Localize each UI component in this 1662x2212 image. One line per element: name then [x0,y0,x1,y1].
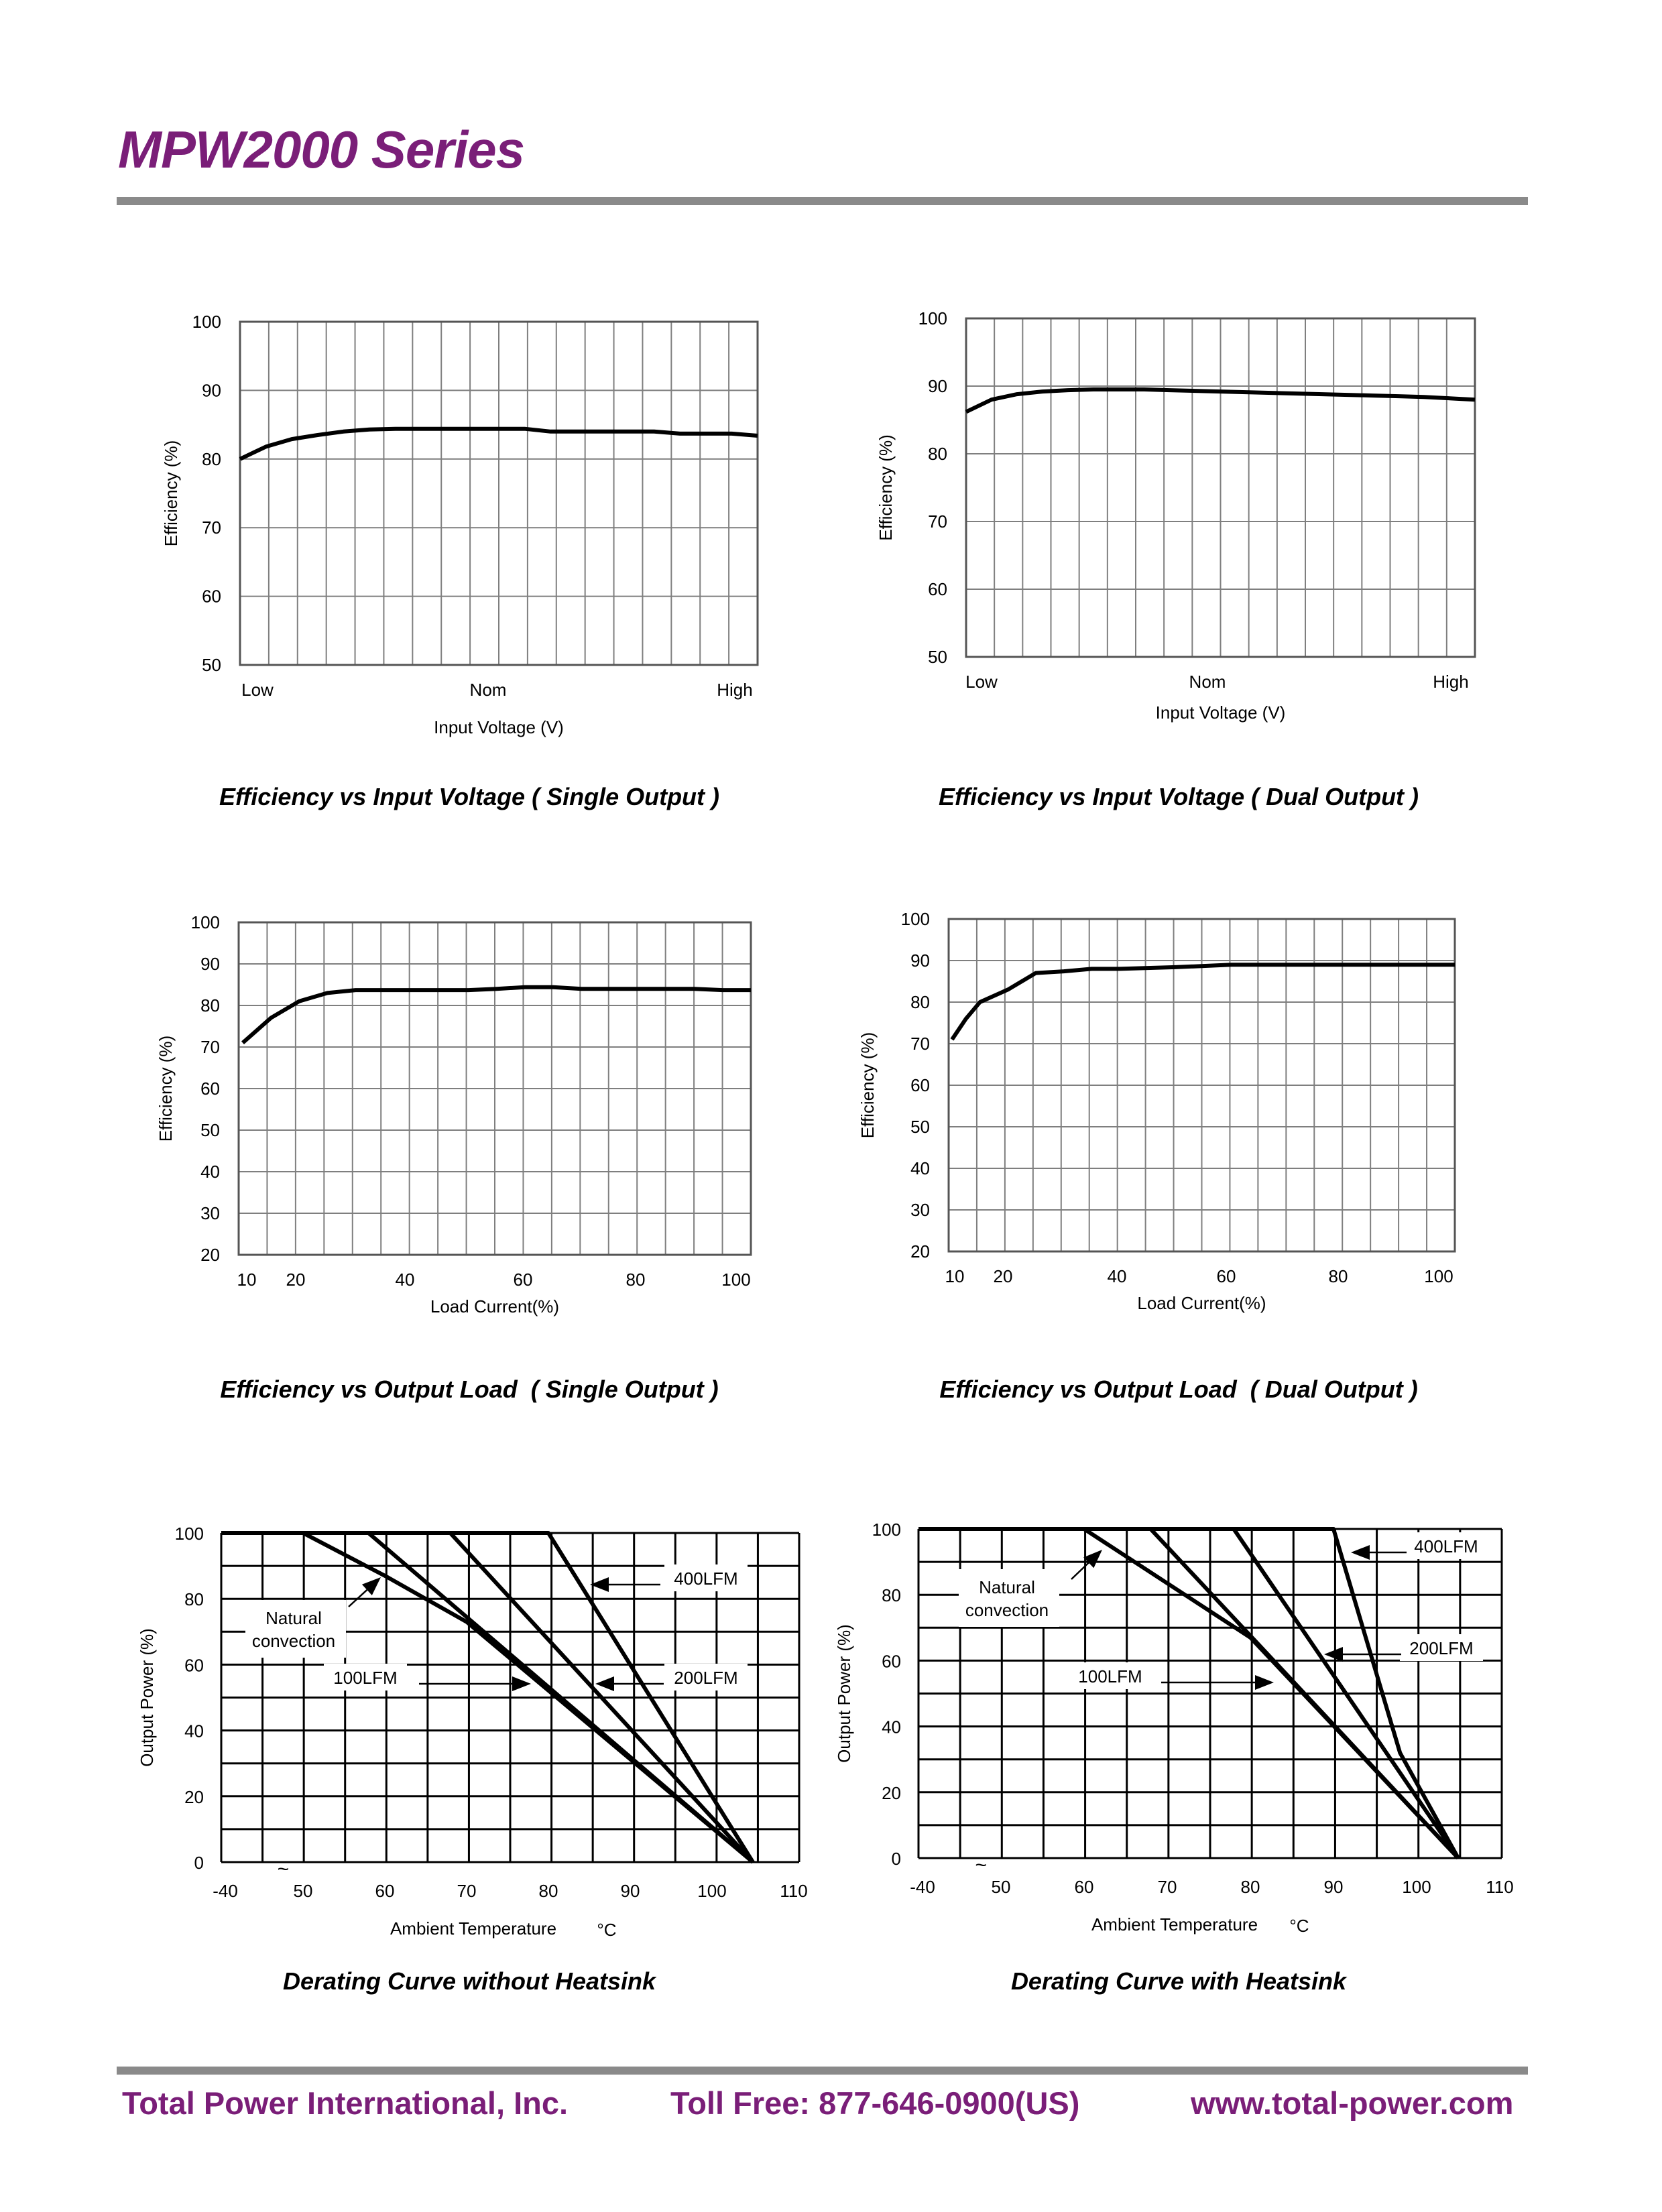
y-tick-label: 100 [174,1524,204,1544]
y-tick-label: 30 [910,1200,930,1220]
y-axis-label: Output Power (%) [834,1624,854,1763]
footer-company: Total Power International, Inc. [122,2085,569,2121]
caption-eff-load-dual: Efficiency vs Output Load ( Dual Output ) [939,1375,1418,1403]
x-tick-label: 50 [991,1877,1011,1897]
x-tick-label: 50 [293,1881,313,1901]
label-natural-convection: convection [251,1631,336,1651]
x-tick-label: 60 [375,1881,395,1901]
y-tick-label: 90 [928,376,947,396]
x-tick-label: 40 [395,1270,415,1290]
y-axis-label: Efficiency (%) [876,434,896,541]
y-tick-label: 40 [882,1717,901,1737]
x-axis-label: Input Voltage (V) [434,717,564,737]
arrow-head [512,1676,531,1691]
y-tick-label: 100 [190,912,220,932]
y-tick-label: 20 [184,1786,204,1807]
y-tick-label: 60 [882,1651,901,1672]
x-tick-label: 80 [626,1270,646,1290]
grid [240,322,758,665]
arrow-head [1351,1545,1370,1560]
x-axis-label: Ambient Temperature [1091,1914,1258,1934]
x-tick-label: 70 [1157,1877,1177,1897]
chart-eff-vin-dual [876,308,1475,723]
label-natural-convection: convection [965,1600,1049,1620]
label-200lfm: 200LFM [1409,1638,1474,1658]
label-natural-convection: Natural [979,1577,1035,1597]
x-tick-label: High [717,680,753,700]
x-tick-label: 40 [1107,1266,1127,1286]
caption-eff-load-single: Efficiency vs Output Load ( Single Output ) [220,1375,719,1403]
x-tick-label: Nom [1189,672,1226,692]
x-tick-label: 110 [1486,1877,1514,1897]
y-tick-label: 60 [928,579,947,599]
x-axis-label: Ambient Temperature [390,1918,557,1939]
x-tick-label: 10 [945,1266,965,1286]
x-tick-label: -40 [213,1881,238,1901]
chart-derating-no-hs [137,1524,808,1940]
x-tick-label: 80 [1240,1877,1260,1897]
arrow-100lfm [419,1676,531,1691]
label-200lfm: 200LFM [674,1668,738,1688]
arrow-400lfm [590,1577,660,1592]
y-tick-label: 40 [200,1162,220,1182]
y-tick-label: 20 [910,1241,930,1262]
arrow-head [595,1676,614,1691]
caption-eff-vin-single: Efficiency vs Input Voltage ( Single Output ) [219,783,720,810]
y-tick-label: 100 [192,312,221,332]
x-tick-label: Nom [469,680,507,700]
y-tick-label: 70 [202,517,221,538]
x-tick-label: 60 [1074,1877,1094,1897]
x-axis-label: Load Current(%) [430,1296,560,1316]
label-100lfm: 100LFM [333,1668,398,1688]
x-tick-label: 10 [237,1270,257,1290]
x-tick-label: 90 [1323,1877,1344,1897]
y-tick-label: 80 [200,995,220,1016]
y-axis-label: Efficiency (%) [161,440,181,547]
y-tick-label: 80 [882,1585,901,1606]
series-line [243,987,751,1043]
y-tick-label: 20 [200,1245,220,1265]
y-tick-label: 100 [872,1520,901,1540]
axis-break-mark: ~ [975,1854,987,1876]
label-400lfm: 400LFM [1414,1536,1478,1556]
x-tick-label: 80 [538,1881,558,1901]
chart-derating-hs [834,1520,1514,1936]
y-tick-label: 90 [202,380,221,401]
y-tick-label: 20 [882,1782,901,1803]
label-natural-convection: Natural [265,1608,322,1628]
y-tick-label: 50 [202,655,221,675]
chart-eff-load-single [156,912,751,1316]
chart-eff-load-dual [857,909,1455,1313]
caption-eff-vin-dual: Efficiency vs Input Voltage ( Dual Output ) [938,783,1419,810]
y-tick-label: 100 [900,909,930,929]
x-tick-label: Low [965,672,998,692]
x-tick-label: 70 [457,1881,477,1901]
x-tick-label: 60 [513,1270,533,1290]
y-tick-label: 80 [184,1589,204,1610]
y-tick-label: 70 [910,1034,930,1054]
grid [949,919,1455,1251]
y-tick-label: 0 [194,1853,204,1873]
y-tick-label: 50 [928,647,947,667]
x-tick-label: 100 [1402,1877,1431,1897]
y-tick-label: 80 [928,444,947,464]
arrow-head [1324,1647,1343,1662]
y-tick-label: 60 [202,586,221,607]
x-tick-label: 20 [993,1266,1013,1286]
x-tick-label: High [1433,672,1469,692]
x-axis-label: Input Voltage (V) [1155,702,1286,723]
arrow-200lfm [595,1676,664,1691]
y-tick-label: 0 [891,1849,901,1869]
y-tick-label: 90 [910,950,930,971]
y-axis-label: Output Power (%) [137,1628,157,1767]
y-tick-label: 50 [200,1120,220,1140]
x-tick-label: 100 [697,1881,727,1901]
x-tick-label: 90 [620,1881,640,1901]
x-tick-label: 100 [1424,1266,1453,1286]
footer-phone: Toll Free: 877-646-0900(US) [670,2085,1080,2121]
y-tick-label: 80 [202,448,221,469]
grid [966,318,1475,657]
y-tick-label: 70 [928,511,947,532]
y-tick-label: 40 [184,1721,204,1741]
arrow-400lfm [1351,1545,1407,1560]
grid [239,922,751,1255]
x-tick-label: 60 [1216,1266,1236,1286]
arrow-natural-convection [1071,1550,1102,1579]
footer-url: www.total-power.com [1191,2085,1514,2121]
y-tick-label: 60 [200,1079,220,1099]
y-tick-label: 100 [918,308,947,328]
arrow-natural-convection [349,1577,381,1607]
y-tick-label: 60 [184,1655,204,1676]
y-axis-label: Efficiency (%) [156,1035,176,1142]
arrow-100lfm [1161,1675,1274,1690]
x-tick-label: 100 [721,1270,751,1290]
y-tick-label: 70 [200,1037,220,1057]
x-axis-unit: °C [597,1920,617,1940]
axis-break-mark: ~ [277,1858,290,1880]
series-title: MPW2000 Series [118,120,525,179]
x-tick-label: 80 [1328,1266,1348,1286]
x-axis-unit: °C [1289,1916,1309,1936]
label-400lfm: 400LFM [674,1569,738,1589]
label-100lfm: 100LFM [1078,1666,1142,1686]
arrow-head [1255,1675,1274,1690]
x-axis-label: Load Current(%) [1137,1293,1266,1313]
y-tick-label: 90 [200,954,220,974]
caption-derating-no-heatsink: Derating Curve without Heatsink [282,1967,656,1995]
y-tick-label: 80 [910,992,930,1012]
x-tick-label: 110 [780,1881,808,1901]
y-tick-label: 60 [910,1075,930,1095]
y-tick-label: 30 [200,1203,220,1223]
x-tick-label: -40 [910,1877,935,1897]
y-axis-label: Efficiency (%) [857,1032,878,1139]
x-tick-label: Low [241,680,274,700]
y-tick-label: 50 [910,1117,930,1137]
y-tick-label: 40 [910,1158,930,1178]
chart-eff-vin-single [161,312,758,737]
footer-rule [117,2067,1528,2075]
x-tick-label: 20 [286,1270,306,1290]
caption-derating-heatsink: Derating Curve with Heatsink [1010,1967,1347,1995]
